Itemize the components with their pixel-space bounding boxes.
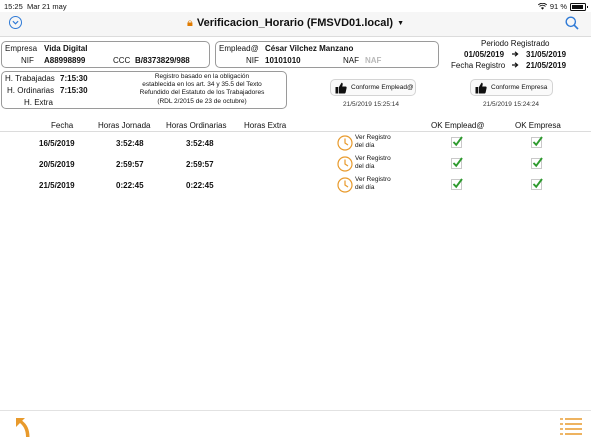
row-horas-ordinarias: 0:22:45 <box>186 181 214 190</box>
legal-line-1: Registro basado en la obligación <box>154 73 250 80</box>
ccc-value: B/8373829/988 <box>135 56 190 65</box>
arrow-right-icon <box>512 51 519 57</box>
header-ok-empleado: OK Emplead@ <box>431 121 485 130</box>
empresa-label: Empresa <box>5 44 38 53</box>
row-horas-jornada: 2:59:57 <box>116 160 144 169</box>
row-fecha: 21/5/2019 <box>39 181 75 190</box>
ok-empresa-checkbox[interactable] <box>531 137 542 148</box>
clock-icon[interactable] <box>337 177 353 193</box>
company-nif-value: A88998899 <box>44 56 86 65</box>
h-trabajadas-value: 7:15:30 <box>60 74 88 83</box>
clock-icon[interactable] <box>337 135 353 151</box>
h-trabajadas-label: H. Trabajadas <box>5 74 55 83</box>
conforme-empresa-label: Conforme Empresa <box>491 84 548 91</box>
company-nif-label: NIF <box>21 56 34 65</box>
row-horas-jornada: 0:22:45 <box>116 181 144 190</box>
header-divider <box>0 131 591 132</box>
naf-label: NAF <box>343 56 359 65</box>
ver-registro-link[interactable] <box>355 134 391 150</box>
employee-nif-value: 10101010 <box>265 56 301 65</box>
back-arrow-icon[interactable] <box>14 415 34 439</box>
conforme-empleado-label: Conforme Emplead@ <box>351 84 414 91</box>
caret-down-icon: ▼ <box>397 20 405 27</box>
ver-registro-line-1: Ver Registro <box>355 155 391 162</box>
naf-value: NAF <box>365 56 382 65</box>
thumbs-up-icon <box>475 82 487 94</box>
ok-empleado-checkbox[interactable] <box>451 158 462 169</box>
ver-registro-link[interactable] <box>355 155 391 171</box>
checkmark-icon <box>452 136 463 147</box>
h-ordinarias-label: H. Ordinarias <box>7 86 55 95</box>
conforme-empleado-timestamp: 21/5/2019 15:25:14 <box>343 101 400 108</box>
checkmark-icon <box>532 157 543 168</box>
ok-empresa-checkbox[interactable] <box>531 179 542 190</box>
ok-empleado-checkbox[interactable] <box>451 179 462 190</box>
ver-registro-line-2: del día <box>355 142 375 149</box>
fecha-registro-value: 21/05/2019 <box>526 61 567 70</box>
row-horas-ordinarias: 2:59:57 <box>186 160 214 169</box>
row-fecha: 16/5/2019 <box>39 139 75 148</box>
checkmark-icon <box>532 136 543 147</box>
list-menu-icon[interactable] <box>560 417 582 437</box>
status-right <box>538 2 586 11</box>
wifi-icon <box>538 3 547 10</box>
fecha-registro-label: Fecha Registro <box>451 61 506 70</box>
table-row <box>0 175 591 195</box>
page-title-button[interactable] <box>0 17 591 30</box>
conforme-empresa-button[interactable] <box>470 79 553 96</box>
status-time: 15:25 <box>4 2 23 11</box>
conforme-empresa-timestamp: 21/5/2019 15:24:24 <box>483 101 540 108</box>
header-ok-empresa: OK Empresa <box>515 121 561 130</box>
search-icon[interactable] <box>565 16 579 30</box>
checkmark-icon <box>452 178 463 189</box>
ver-registro-link[interactable] <box>355 176 391 192</box>
battery-icon <box>570 3 586 11</box>
table-row <box>0 154 591 174</box>
legal-line-4: (RDL 2/2015 de 23 de octubre) <box>157 97 247 105</box>
ok-empleado-checkbox[interactable] <box>451 137 462 148</box>
header-horas-extra: Horas Extra <box>244 121 287 130</box>
employee-name: César Vilchez Manzano <box>265 44 354 53</box>
empresa-value: Vida Digital <box>44 44 88 53</box>
bottom-toolbar <box>0 410 591 444</box>
period-to: 31/05/2019 <box>526 50 567 59</box>
row-horas-jornada: 3:52:48 <box>116 139 144 148</box>
ok-empresa-checkbox[interactable] <box>531 158 542 169</box>
legal-line-2: establecida en los art. 34 y 35.5 del Texto <box>142 81 262 89</box>
checkmark-icon <box>532 178 543 189</box>
checkmark-icon <box>452 157 463 168</box>
header-fecha: Fecha <box>51 121 74 130</box>
thumbs-up-icon <box>335 82 347 94</box>
legal-line-3: Refundido del Estatuto de los Trabajadores <box>139 89 265 97</box>
row-fecha: 20/5/2019 <box>39 160 75 169</box>
ver-registro-line-1: Ver Registro <box>355 134 391 141</box>
arrow-right-icon <box>512 62 519 68</box>
employee-label: Emplead@ <box>219 44 259 53</box>
ver-registro-line-2: del día <box>355 163 375 170</box>
row-horas-ordinarias: 3:52:48 <box>186 139 214 148</box>
header-horas-jornada: Horas Jornada <box>98 121 151 130</box>
conforme-empleado-button[interactable] <box>330 79 416 96</box>
ver-registro-line-1: Ver Registro <box>355 176 391 183</box>
period-from: 01/05/2019 <box>464 50 505 59</box>
ver-registro-line-2: del día <box>355 184 375 191</box>
legal-notice <box>118 73 286 106</box>
period-title: Periodo Registrado <box>481 39 550 48</box>
status-date: Mar 21 may <box>27 2 67 11</box>
clock-icon[interactable] <box>337 156 353 172</box>
employee-nif-label: NIF <box>246 56 259 65</box>
table-row <box>0 133 591 153</box>
battery-percent: 91 % <box>549 2 567 11</box>
lock-icon: 🔒︎ <box>186 17 193 29</box>
h-ordinarias-value: 7:15:30 <box>60 86 88 95</box>
header-horas-ordinarias: Horas Ordinarias <box>166 121 227 130</box>
status-bar <box>0 0 591 12</box>
page-title: Verificacion_Horario (FMSVD01.local) <box>196 17 394 29</box>
ccc-label: CCC <box>113 56 131 65</box>
h-extra-label: H. Extra <box>24 98 53 107</box>
